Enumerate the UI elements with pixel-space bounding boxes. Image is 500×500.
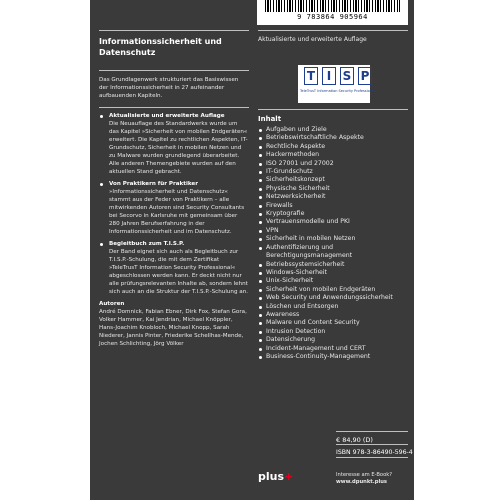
bullet-icon [259,129,262,132]
sections-rule [99,107,249,108]
contents-item [258,235,408,243]
bullet-icon [259,137,262,140]
contents-item-label: Betriebswirtschaftliche Aspekte [266,134,364,142]
contents-item-label: Sicherheitskonzept [266,176,325,184]
intro-rule [99,70,249,71]
contents-item [258,345,408,353]
tisp-logo-subtitle: TeleTrusT Information Security Professional [300,89,376,93]
contents-item [258,269,408,277]
section-text: »Informationssicherheit und Datenschutz« stammt aus der Feder von Praktikern – alle mitwirkenden Autoren sind Security Consultants bei Secorvo in Karlsruhe mit gemeinsam über 280 Jahren Berufserfahrung in der Informationssicherheit und im Datenschutz. [109,189,245,235]
logo-letter-s: S [340,67,354,85]
bullet-icon [259,331,262,334]
section-heading: Von Praktikern für Praktiker [109,181,198,187]
bullet-icon [259,264,262,267]
contents-rule [258,109,408,110]
bullet-icon [259,339,262,342]
contents-item [258,218,408,226]
tisp-logo-letters [304,67,376,85]
contents-item [258,193,408,201]
contents-item [258,261,408,269]
bullet-icon [259,171,262,174]
bullet-icon [259,163,262,166]
contents-item-label: Betriebssystemsicherheit [266,260,345,268]
bullet-icon [259,348,262,351]
publisher-logo-text: plus [258,470,285,483]
contents-item-label: Hackermethoden [266,151,320,159]
contents-item-label: Aufgaben und Ziele [266,126,327,133]
ebook-promo-url: www.dpunkt.plus [336,479,388,485]
contents-item [258,126,408,134]
bullet-icon [259,221,262,224]
logo-letter-i: I [322,67,336,85]
contents-item-label: Unix-Sicherheit [266,277,314,285]
contents-item [258,311,408,319]
contents-item [258,210,408,218]
contents-item [258,286,408,294]
feature-sections [99,112,249,348]
contents-item [258,227,408,235]
section-text: Der Band eignet sich auch als Begleitbuch zur T.I.S.P.-Schulung, die mit dem Zertifikat »TeleTrusT Information Security Professional« abgeschlossen werden kann. Er deckt nicht nur alle prüfungsrelevanten Inhalte ab, sondern lehnt sich auch an die Struktur der T.I.S.P.-Schulung an. [109,249,249,295]
logo-letter-p: P [358,67,372,85]
bullet-icon [259,188,262,191]
section-heading: Aktualisierte und erweiterte Auflage [109,113,225,119]
bullet-icon [259,306,262,309]
contents-list [258,126,408,361]
contents-item [258,160,408,168]
section-edition [99,112,249,176]
intro-text: Das Grundlagenwerk strukturiert das Basiswissen der Informationssicherheit in 27 aufeinander aufbauenden Kapiteln. [99,77,239,99]
bullet-icon [259,272,262,275]
authors-block [99,300,249,348]
contents-item-label: IT-Grundschutz [266,168,313,176]
contents-item-label: Löschen und Entsorgen [266,302,339,310]
price-rule-top [336,431,408,432]
contents-item [258,353,408,361]
contents-item-label: Sicherheit in mobilen Netzen [266,235,356,243]
price: € 84,90 (D) [336,436,373,444]
isbn-rule [336,457,408,458]
book-title: Informationssicherheit und Datenschutz [99,37,222,57]
contents-item [258,244,408,261]
contents-item [258,319,408,327]
barcode-bars [265,0,400,12]
contents-item-label: Vertrauensmodelle und PKI [266,218,350,226]
contents-item-label: Awareness [266,310,300,318]
bullet-icon [259,322,262,325]
bullet-icon [259,247,262,250]
contents-item-label: Web Security und Anwendungssicherheit [266,294,393,302]
contents-item-label: Kryptografie [266,210,305,218]
contents-item-label: Malware und Content Security [266,319,360,327]
bullet-icon [259,297,262,300]
contents-item [258,202,408,210]
barcode-number: 9 783864 905964 [297,13,368,21]
price-rule-bottom [336,444,408,445]
logo-letter-t: T [304,67,318,85]
contents-item-label: VPN [266,226,279,234]
contents-item [258,277,408,285]
bullet-icon [259,230,262,233]
bullet-icon [259,314,262,317]
barcode [257,0,408,25]
contents-item-label: Physische Sicherheit [266,184,330,192]
bullet-icon [259,238,262,241]
bullet-icon [100,115,103,118]
publisher-logo [258,470,293,483]
bullet-icon [259,179,262,182]
contents-item [258,328,408,336]
contents-item [258,294,408,302]
contents-item [258,143,408,151]
ebook-promo [336,472,414,486]
plus-icon: + [284,470,294,483]
bullet-icon [100,243,103,246]
contents-item-label: Intrusion Detection [266,327,326,335]
bullet-icon [259,280,262,283]
section-heading: Begleitbuch zum T.I.S.P. [109,241,185,247]
contents-item [258,185,408,193]
contents-item-label: Datensicherung [266,336,316,344]
authors-heading: Autoren [99,301,125,307]
section-text: Die Neuauflage des Standardwerks wurde um das Kapitel »Sicherheit von mobilen Endgeräten« erweitert. Die Kapitel zu rechtlichen Aspekten, IT-Grundschutz, Sicherheit in mobilen Netzen und zu Malware wurden grundlegend überarbeitet. Alle anderen Themengebiete wurden auf den aktuellen Stand gebracht. [109,121,248,175]
bullet-icon [259,356,262,359]
contents-item-label: ISO 27001 und 27002 [266,159,334,167]
contents-item [258,151,408,159]
contents-item [258,168,408,176]
section-tisp [99,240,249,296]
bullet-icon [259,154,262,157]
authors-list: André Domnick, Fabian Ebner, Dirk Fox, Stefan Gora, Volker Hammer, Kai Jendrian, Michael Knöppler, Hans-Joachim Knobloch, Michael Knopp, Sarah Niederer, Jannis Pinter, Friederike Schellhas-Mende, Jochen Schlichting, Jörg Völker [99,309,247,347]
bullet-icon [259,146,262,149]
contents-item [258,134,408,142]
ebook-promo-question: Interesse am E-Book? [336,472,393,478]
tisp-logo [298,65,376,103]
book-back-cover [90,0,414,500]
edition-note: Aktualisierte und erweiterte Auflage [258,36,367,43]
section-practitioners [99,180,249,236]
title-rule [99,30,249,31]
contents-item-label: Sicherheit von mobilen Endgeräten [266,285,376,293]
bullet-icon [100,183,103,186]
contents-item-label: Incident-Management und CERT [266,344,366,352]
contents-item-label: Firewalls [266,201,293,209]
bullet-icon [259,213,262,216]
contents-item [258,336,408,344]
contents-item-label: Windows-Sicherheit [266,268,327,276]
contents-item-label: Rechtliche Aspekte [266,142,326,150]
contents-item-label: Authentifizierung und Berechtigungsmanagement [266,243,353,260]
contents-item [258,303,408,311]
bullet-icon [259,205,262,208]
contents-heading: Inhalt [258,115,282,123]
contents-item [258,176,408,184]
contents-item-label: Business-Continuity-Management [266,352,371,360]
edition-rule [258,30,408,31]
bullet-icon [259,196,262,199]
contents-item-label: Netzwerksicherheit [266,193,326,201]
isbn: ISBN 978-3-86490-596-4 [336,449,413,456]
bullet-icon [259,289,262,292]
